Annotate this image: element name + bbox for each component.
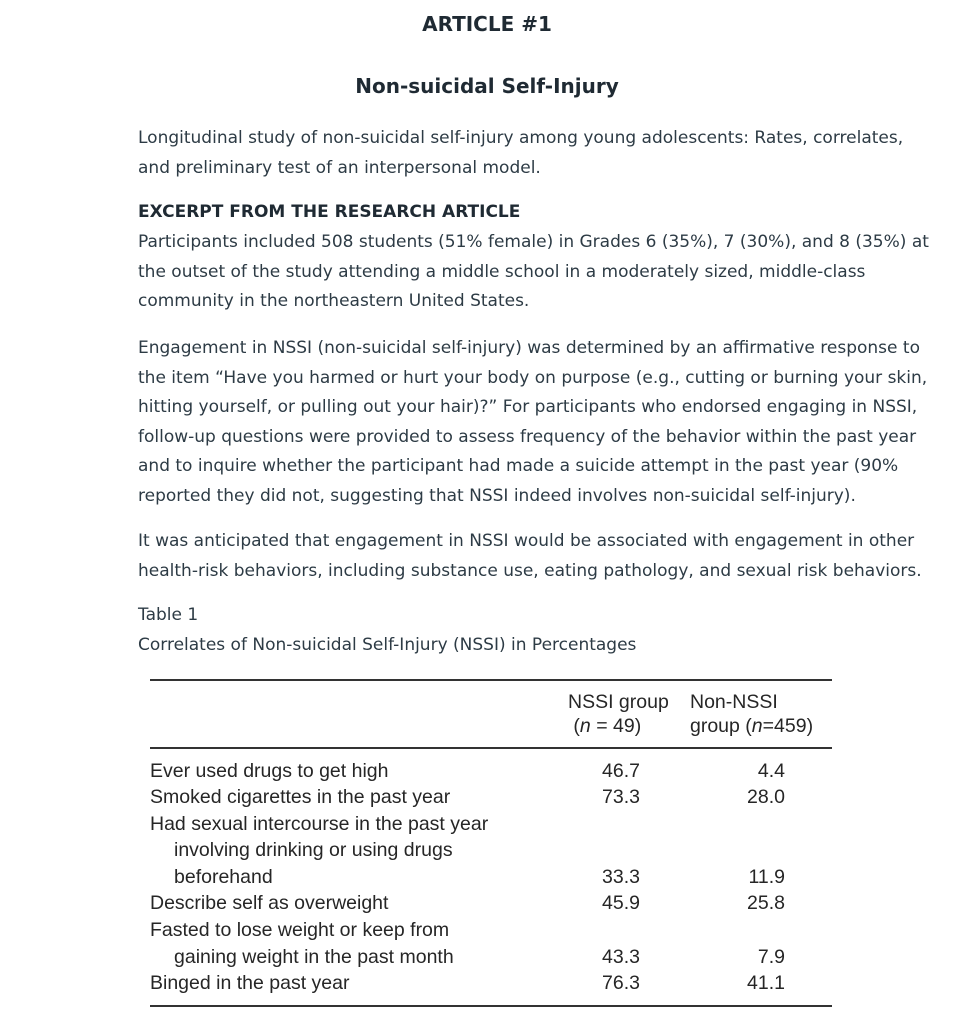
table-cell-nssi: 43.3 — [602, 946, 640, 968]
table-row-label: Smoked cigarettes in the past year — [150, 786, 451, 808]
table-cell-non-nssi: 7.9 — [757, 946, 785, 968]
column-header-nssi-group: NSSI group (n = 49) — [568, 691, 669, 737]
table-top-rule — [150, 679, 832, 681]
article-number-heading: ARTICLE #1 — [422, 12, 552, 36]
excerpt-heading: EXCERPT FROM THE RESEARCH ARTICLE — [138, 202, 521, 222]
table-cell-non-nssi: 4.4 — [757, 760, 785, 782]
table-cell-non-nssi: 41.1 — [747, 972, 785, 994]
correlates-table — [150, 676, 832, 1016]
article-title: Longitudinal study of non-suicidal self-injury among young adolescents: Rates, correlates, and preliminary test of an interpersonal model. — [138, 128, 904, 178]
table-cell-non-nssi: 25.8 — [747, 892, 785, 914]
table-row-label: Fasted to lose weight or keep from — [150, 919, 450, 941]
table-header-rule — [150, 747, 832, 749]
table-label: Table 1 — [138, 605, 199, 625]
table-cell-nssi: 76.3 — [602, 972, 640, 994]
table-cell-non-nssi: 28.0 — [747, 786, 785, 808]
paragraph-participants: Participants included 508 students (51% female) in Grades 6 (35%), 7 (30%), and 8 (35%) at the outset of the study attending a middle school in a moderately sized, middle-class community in the northeastern United States. — [138, 232, 929, 311]
table-row-label-continuation: involving drinking or using drugs — [174, 839, 453, 861]
topic-heading: Non-suicidal Self-Injury — [355, 74, 619, 98]
table-row-label: Describe self as overweight — [150, 892, 389, 914]
table-row-label-continuation: gaining weight in the past month — [174, 946, 454, 968]
table-cell-nssi: 45.9 — [602, 892, 640, 914]
table-bottom-rule — [150, 1005, 832, 1007]
table-row-label: Had sexual intercourse in the past year — [150, 813, 489, 835]
paragraph-nssi-measure: Engagement in NSSI (non-suicidal self-injury) was determined by an affirmative response to the item “Have you harmed or hurt your body on purpose (e.g., cutting or burning your skin, hitting yourself, or pulling out your hair)?” For participants who endorsed engaging in NSSI, follow-up questions were provided to assess frequency of the behavior within the past year and to inquire whether the participant had made a suicide attempt in the past year (90% reported they did not, suggesting that NSSI indeed involves non-suicidal self-injury). — [138, 338, 928, 506]
table-cell-nssi: 46.7 — [602, 760, 640, 782]
column-header-non-nssi-group: Non-NSSI group (n=459) — [690, 691, 814, 737]
table-row-label: Binged in the past year — [150, 972, 350, 994]
table-cell-nssi: 73.3 — [602, 786, 640, 808]
paragraph-hypothesis: It was anticipated that engagement in NSSI would be associated with engagement in other health-risk behaviors, including substance use, eating pathology, and sexual risk behaviors. — [138, 531, 922, 581]
table-caption: Correlates of Non-suicidal Self-Injury (NSSI) in Percentages — [138, 635, 637, 655]
table-cell-non-nssi: 11.9 — [748, 866, 785, 888]
table-row-label-continuation: beforehand — [174, 866, 273, 888]
table-cell-nssi: 33.3 — [602, 866, 640, 888]
table-row-label: Ever used drugs to get high — [150, 760, 389, 782]
